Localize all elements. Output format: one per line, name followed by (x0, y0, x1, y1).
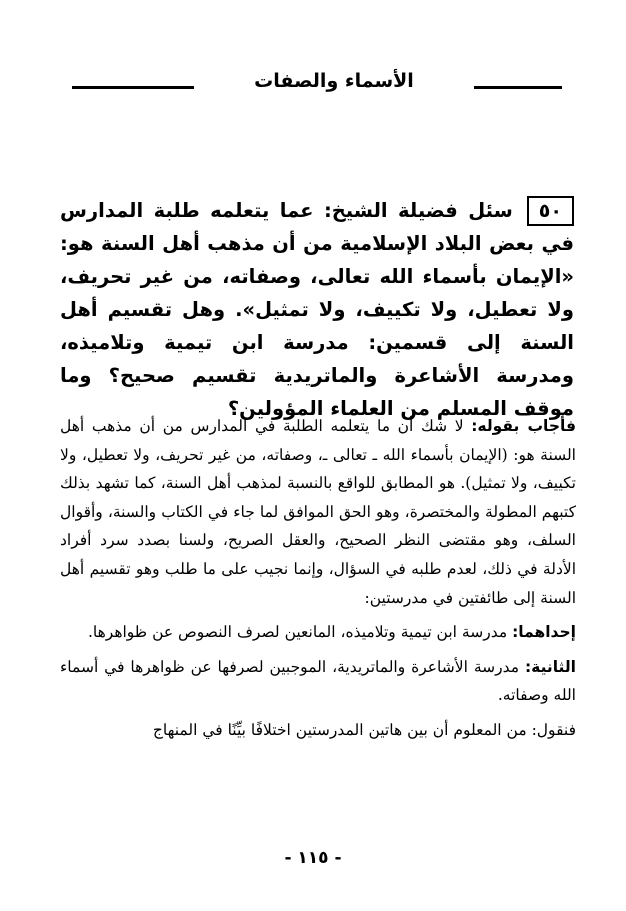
first-text: مدرسة ابن تيمية وتلاميذه، المانعين لصرف النصوص عن ظواهرها. (87, 623, 508, 642)
second-text: مدرسة الأشاعرة والماتريدية، الموجبين لصرفها عن ظواهرها في أسماء الله وصفاته. (60, 657, 576, 705)
answer-last-paragraph (60, 716, 576, 745)
last-text: من المعلوم أن بين هاتين المدرستين اختلافًا بيِّنًا في المنهاج (152, 720, 527, 739)
header-rule-left (72, 86, 194, 89)
question-block (60, 194, 574, 425)
first-label: إحداهما: (512, 623, 576, 642)
header-rule-right (474, 86, 562, 89)
last-label: فنقول: (531, 720, 576, 739)
answer-intro-paragraph (60, 412, 576, 612)
answer-second-paragraph (60, 653, 576, 710)
answer-intro-text: لا شك أن ما يتعلمه الطلبة في المدارس من أن مذهب أهل السنة هو: (الإيمان بأسماء الله ـ تعالى ـ، وصفاته، من غير تحريف، ولا تعطيل، ولا تكييف، ولا تمثيل). هو المطابق للواقع بالنسبة لمذهب أهل السنة، كما تشهد بذلك كتبهم المطولة والمختصرة، وهو الحق الموافق لما جاء في الكتاب والسنة، وأقوال السلف، وهو مقتضى النظر الصحيح، والعقل الصريح، ولسنا بصدد سرد أفراد الأدلة في ذلك، لعدم طلبه في السؤال، وإنما نجيب على ما طلب وهو تقسيم أهل السنة إلى طائفتين في مدرستين: (60, 417, 576, 607)
answer-first-paragraph (60, 618, 576, 647)
running-header (72, 66, 562, 106)
answer-lead: فأجاب بقوله: (471, 417, 576, 435)
page-number: - ١١٥ - (284, 848, 342, 868)
question-text: سئل فضيلة الشيخ: عما يتعلمه طلبة المدارس في بعض البلاد الإسلامية من أن مذهب أهل السنة هو: «الإيمان بأسماء الله تعالى، وصفاته، من غير تحريف، ولا تعطيل، ولا تكييف، ولا تمثيل». وهل تقسيم أهل السنة إلى قسمين: مدرسة ابن تيمية وتلاميذه، ومدرسة الأشاعرة والماتريدية تقسيم صحيح؟ وما موقف المسلم من العلماء المؤولين؟ (60, 199, 574, 420)
header-title: الأسماء والصفات (254, 70, 414, 92)
second-label: الثانية: (524, 657, 576, 676)
question-number-box: ٥٠ (527, 196, 574, 226)
answer-block (60, 412, 576, 745)
